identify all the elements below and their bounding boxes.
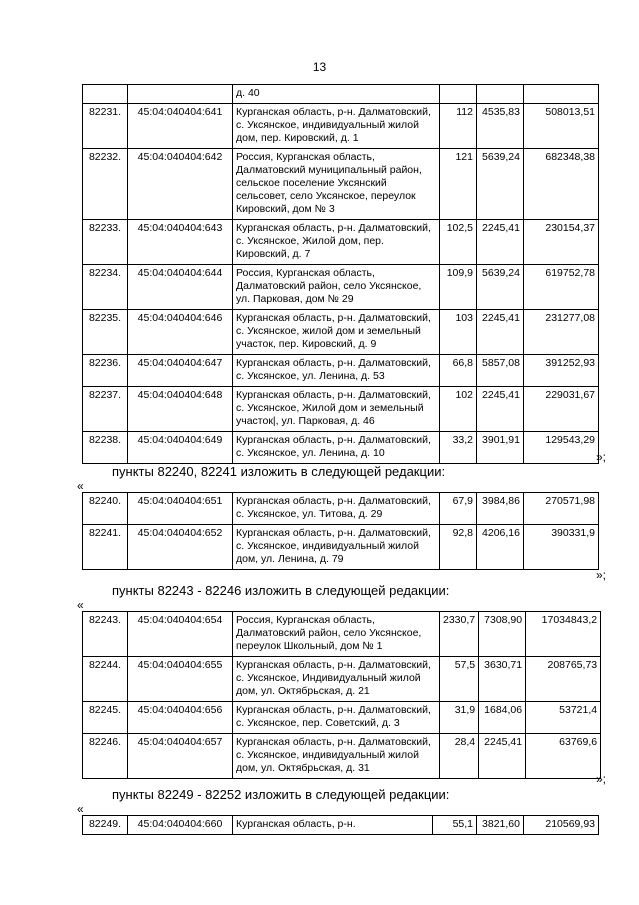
cadastral-value-cell: 508013,51	[524, 104, 599, 149]
cadastral-value-cell: 129543,29	[524, 432, 599, 464]
row-number-cell: 82232.	[83, 149, 128, 220]
cadastral-value-cell: 270571,98	[524, 493, 599, 525]
row-number-cell: 82236.	[83, 355, 128, 387]
closing-quote-3: »;	[596, 772, 607, 786]
cadastral-number-cell: 45:04:040404:654	[128, 612, 233, 657]
table-row	[83, 734, 601, 779]
cadastral-number-cell: 45:04:040404:652	[128, 525, 233, 570]
table-row	[83, 220, 599, 265]
cadastral-number-cell: 45:04:040404:656	[128, 702, 233, 734]
section-heading-1: пункты 82240, 82241 изложить в следующей редакции:	[112, 464, 446, 479]
cadastral-number-cell: 45:04:040404:642	[128, 149, 233, 220]
cadastral-value-cell: 17034843,2	[526, 612, 601, 657]
table-row	[83, 355, 599, 387]
table-row	[83, 104, 599, 149]
table-row	[83, 265, 599, 310]
table-row	[83, 702, 601, 734]
area-cell: 103	[440, 310, 477, 355]
unit-cost-cell: 3901,91	[477, 432, 524, 464]
unit-cost-cell	[477, 85, 524, 104]
address-cell: Курганская область, р-н. Далматовский, с. Уксянское, пер. Советский, д. 3	[233, 702, 440, 734]
unit-cost-cell: 4535,83	[477, 104, 524, 149]
unit-cost-cell: 5857,08	[477, 355, 524, 387]
cadastral-value-cell: 390331,9	[524, 525, 599, 570]
address-cell: Курганская область, р-н.	[233, 816, 433, 835]
cadastral-value-cell: 63769,6	[526, 734, 601, 779]
registry-table-2	[82, 492, 599, 570]
cadastral-number-cell: 45:04:040404:651	[128, 493, 233, 525]
area-cell	[440, 85, 477, 104]
address-cell: Россия, Курганская область, Далматовский муниципальный район, сельское поселение Уксянский сельсовет, село Уксянское, переулок Кировский, дом № 3	[233, 149, 440, 220]
unit-cost-cell: 4206,16	[477, 525, 524, 570]
address-cell: Курганская область, р-н. Далматовский, с. Уксянское, Жилой дом и земельный участок|, ул. Парковая, д. 46	[233, 387, 440, 432]
address-cell: Россия, Курганская область, Далматовский район, село Уксянское, переулок Школьный, дом № 1	[233, 612, 440, 657]
cadastral-value-cell: 208765,73	[526, 657, 601, 702]
row-number-cell: 82231.	[83, 104, 128, 149]
area-cell: 67,9	[440, 493, 477, 525]
cadastral-number-cell: 45:04:040404:647	[128, 355, 233, 387]
area-cell: 33,2	[440, 432, 477, 464]
unit-cost-cell: 3630,71	[479, 657, 526, 702]
unit-cost-cell: 3984,86	[477, 493, 524, 525]
address-cell: Курганская область, р-н. Далматовский, с. Уксянское, жилой дом и земельный участок, пер. Кировский, д. 9	[233, 310, 440, 355]
cadastral-number-cell: 45:04:040404:649	[128, 432, 233, 464]
cadastral-number-cell: 45:04:040404:660	[128, 816, 233, 835]
address-cell: Курганская область, р-н. Далматовский, с. Уксянское, ул. Ленина, д. 53	[233, 355, 440, 387]
unit-cost-cell: 2245,41	[479, 734, 526, 779]
opening-quote-2: «	[77, 598, 84, 612]
address-cell: д. 40	[233, 85, 440, 104]
row-number-cell: 82238.	[83, 432, 128, 464]
area-cell: 57,5	[440, 657, 479, 702]
address-cell: Курганская область, р-н. Далматовский, с. Уксянское, индивидуальный жилой дом, ул. Октябрьская, д. 31	[233, 734, 440, 779]
row-number-cell: 82241.	[83, 525, 128, 570]
cadastral-value-cell: 229031,67	[524, 387, 599, 432]
area-cell: 112	[440, 104, 477, 149]
unit-cost-cell: 3821,60	[477, 816, 524, 835]
table-row	[83, 816, 599, 835]
cadastral-number-cell: 45:04:040404:648	[128, 387, 233, 432]
unit-cost-cell: 5639,24	[477, 149, 524, 220]
table-row	[83, 387, 599, 432]
table-row	[83, 612, 601, 657]
cadastral-number-cell: 45:04:040404:655	[128, 657, 233, 702]
section-heading-3: пункты 82249 - 82252 изложить в следующей редакции:	[112, 787, 450, 802]
unit-cost-cell: 5639,24	[477, 265, 524, 310]
cadastral-number-cell	[128, 85, 233, 104]
table-row	[83, 432, 599, 464]
section-heading-2: пункты 82243 - 82246 изложить в следующей редакции:	[112, 583, 450, 598]
address-cell: Курганская область, р-н. Далматовский, с. Уксянское, индивидуальный жилой дом, пер. Кировский, д. 1	[233, 104, 440, 149]
cadastral-value-cell	[524, 85, 599, 104]
unit-cost-cell: 2245,41	[477, 387, 524, 432]
address-cell: Курганская область, р-н. Далматовский, с. Уксянское, индивидуальный жилой дом, ул. Ленина, д. 79	[233, 525, 440, 570]
unit-cost-cell: 2245,41	[477, 220, 524, 265]
cadastral-number-cell: 45:04:040404:644	[128, 265, 233, 310]
table-row	[83, 310, 599, 355]
registry-table-4	[82, 815, 599, 835]
area-cell: 2330,7	[440, 612, 479, 657]
row-number-cell: 82243.	[83, 612, 128, 657]
opening-quote-1: «	[77, 479, 84, 493]
row-number-cell	[83, 85, 128, 104]
cadastral-number-cell: 45:04:040404:643	[128, 220, 233, 265]
table-row	[83, 657, 601, 702]
row-number-cell: 82233.	[83, 220, 128, 265]
area-cell: 66,8	[440, 355, 477, 387]
area-cell: 109,9	[440, 265, 477, 310]
unit-cost-cell: 1684,06	[479, 702, 526, 734]
address-cell: Курганская область, р-н. Далматовский, с. Уксянское, ул. Титова, д. 29	[233, 493, 440, 525]
closing-quote-1: »;	[596, 450, 607, 464]
unit-cost-cell: 2245,41	[477, 310, 524, 355]
area-cell: 102,5	[440, 220, 477, 265]
cadastral-value-cell: 210569,93	[524, 816, 599, 835]
registry-table-1	[82, 84, 599, 464]
cadastral-number-cell: 45:04:040404:641	[128, 104, 233, 149]
area-cell: 55,1	[433, 816, 477, 835]
row-number-cell: 82246.	[83, 734, 128, 779]
registry-table-3	[82, 611, 601, 779]
row-number-cell: 82234.	[83, 265, 128, 310]
cadastral-value-cell: 231277,08	[524, 310, 599, 355]
area-cell: 121	[440, 149, 477, 220]
cadastral-number-cell: 45:04:040404:657	[128, 734, 233, 779]
cadastral-value-cell: 619752,78	[524, 265, 599, 310]
cadastral-value-cell: 391252,93	[524, 355, 599, 387]
address-cell: Курганская область, р-н. Далматовский, с. Уксянское, Индивидуальный жилой дом, ул. Октябрьская, д. 21	[233, 657, 440, 702]
cadastral-value-cell: 230154,37	[524, 220, 599, 265]
row-number-cell: 82235.	[83, 310, 128, 355]
unit-cost-cell: 7308,90	[479, 612, 526, 657]
table-row	[83, 85, 599, 104]
opening-quote-3: «	[77, 802, 84, 816]
address-cell: Россия, Курганская область, Далматовский район, село Уксянское, ул. Парковая, дом № 29	[233, 265, 440, 310]
address-cell: Курганская область, р-н. Далматовский, с. Уксянское, Жилой дом, пер. Кировский, д. 7	[233, 220, 440, 265]
page-number: 13	[312, 60, 327, 74]
table-row	[83, 525, 599, 570]
cadastral-number-cell: 45:04:040404:646	[128, 310, 233, 355]
closing-quote-2: »;	[596, 568, 607, 582]
row-number-cell: 82249.	[83, 816, 128, 835]
row-number-cell: 82237.	[83, 387, 128, 432]
area-cell: 92,8	[440, 525, 477, 570]
cadastral-value-cell: 682348,38	[524, 149, 599, 220]
area-cell: 31,9	[440, 702, 479, 734]
address-cell: Курганская область, р-н. Далматовский, с. Уксянское, ул. Ленина, д. 10	[233, 432, 440, 464]
area-cell: 28,4	[440, 734, 479, 779]
row-number-cell: 82245.	[83, 702, 128, 734]
area-cell: 102	[440, 387, 477, 432]
table-row	[83, 493, 599, 525]
row-number-cell: 82240.	[83, 493, 128, 525]
table-row	[83, 149, 599, 220]
cadastral-value-cell: 53721,4	[526, 702, 601, 734]
row-number-cell: 82244.	[83, 657, 128, 702]
